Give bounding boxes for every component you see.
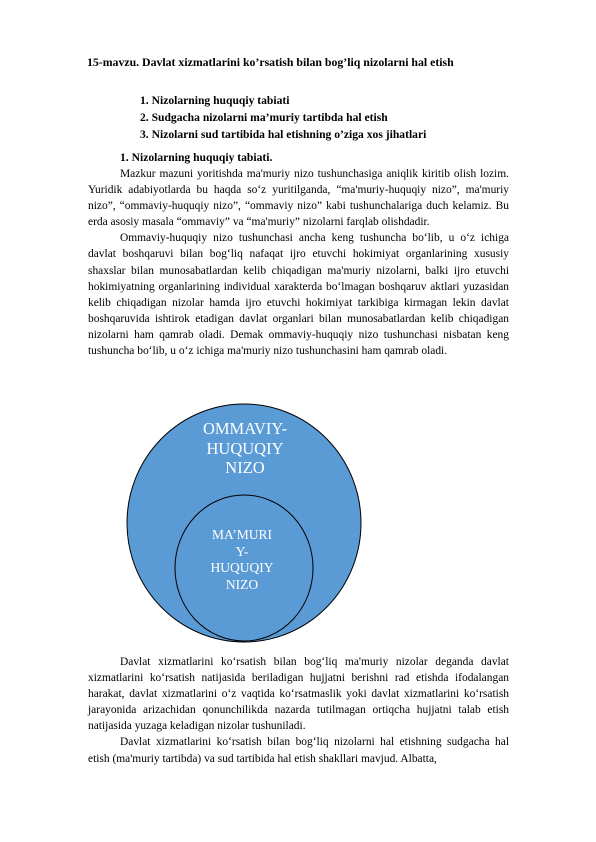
text-block-intro <box>88 166 509 359</box>
paragraph: Davlat xizmatlarini ko‘rsatish bilan bog‘liq nizolarni hal etishning sudgacha hal etish (ma'muriy tartibda) va sud tartibida hal etish shakllari mavjud. Albatta, <box>88 736 509 765</box>
paragraph: Mazkur mazuni yoritishda ma'muriy nizo tushunchasiga aniqlik kiritib olish lozim. Yuridik adabiyotlarda bu haqda so‘z yuritilganda, “ma'muriy-huquqiy nizo”, ma'muriy nizo”, “ommaviy-huquqiy nizo”, “ommaviy nizo” kabi tushunchalariga duch kelamiz. Bu erda asosiy masala “ommaviy” va “ma'muriy” nizolarni farqlab olishdadir. <box>88 168 509 229</box>
section-heading: 1. Nizolarning huquqiy tabiati. <box>120 151 273 164</box>
outline-item: 1. Nizolarning huquqiy tabiati <box>140 94 290 107</box>
nested-circles-diagram <box>124 401 364 646</box>
inner-circle-label: MA’MURI Y- HUQUQIY NIZO <box>210 527 274 592</box>
topic-outline <box>140 92 540 143</box>
outline-item: 3. Nizolarni sud tartibida hal etishning o’ziga xos jihatlari <box>140 128 427 141</box>
text-block-continuation <box>88 654 509 767</box>
outer-circle-label: OMMAVIY- HUQUQIY NIZO <box>202 419 288 477</box>
topic-title: 15-mavzu. Davlat xizmatlarini ko’rsatish bilan bog’liq nizolarni hal etish <box>87 55 454 69</box>
paragraph: Davlat xizmatlarini ko‘rsatish bilan bog‘liq ma'muriy nizolar deganda davlat xizmatlarini ko‘rsatish natijasida beriladigan hujjatni berishni rad etishda ifodalangan harakat, davlat xizmatlarini o‘z vaqtida ko‘rsatmaslik yoki davlat xizmatlarini ko‘rsatish jarayonida arizachidan qonunchilikda nazarda tutilmagan ortiqcha hujjatni talab etish natijasida yuzaga keladigan nizolar tushuniladi. <box>88 656 509 733</box>
outline-item: 2. Sudgacha nizolarni ma’muriy tartibda hal etish <box>140 111 388 124</box>
paragraph: Ommaviy-huquqiy nizo tushunchasi ancha keng tushuncha bo‘lib, u o‘z ichiga davlat boshqaruvi bilan bog‘liq nafaqat ijro etuvchi hokimiyat organlarining xususiy shaxslar bilan munosabatlardan kelib chiqadigan ma'muriy nizolarni, balki ijro etuvchi hokimiyatning organlarining individual xarakterda bo‘lmagan boshqaruv aktlari yuzasidan kelib chiqadigan nizolar hamda ijro etuvchi hokimiyat tarkibiga kirmagan lekin davlat boshqaruvida ishtirok etadigan davlat organlari bilan munosabatlardan kelib chiqadigan nizolarni ham qamrab oladi. Demak ommaviy-huquqiy nizo tushunchasi nisbatan keng tushuncha bo‘lib, u o‘z ichiga ma'muriy nizo tushunchasini ham qamrab oladi. <box>88 232 509 358</box>
